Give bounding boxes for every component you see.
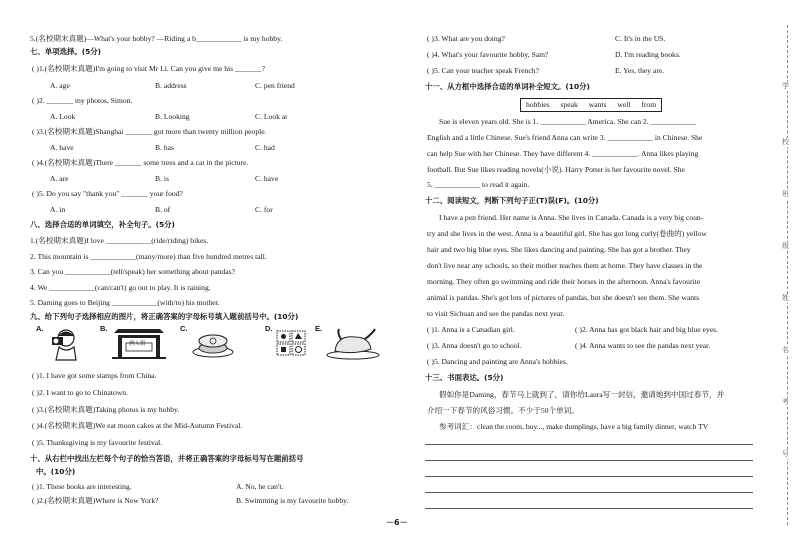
sec10-question: ( )2.(名校期末真题)Where is New York? (32, 496, 159, 505)
picture-label: A. (36, 324, 44, 333)
sec7-q4: ( )4.(名校期末真题)There _______ some trees and a cat in the picture. (32, 158, 249, 167)
option: B. has (155, 143, 174, 152)
tf-item: ( )3. Anna doesn't go to school. (427, 341, 522, 350)
passage-line: Sue is eleven years old. She is 1. ____________ America. She can 2. ____________ (439, 117, 697, 126)
sec10-question: ( )5. Can your teacher speak French? (427, 66, 539, 75)
reading-line: try and she lives in the west. Anna is a beautiful girl. She has got long curly(卷曲的) yellow (427, 229, 707, 238)
picture-label: B. (100, 324, 108, 333)
reading-line: morning. They often go swimming and ride their horses in the afternoon. Anna's favourite (427, 277, 701, 286)
binding-char: 学 (782, 82, 789, 90)
reading-line: animal is pandas. She's got lots of pictures of pandas, but she doesn't see them. She wants (427, 293, 700, 302)
option: A. in (50, 205, 66, 214)
passage-line: 5. ____________ to read it again. (427, 180, 530, 189)
mooncake-icon (190, 325, 236, 361)
picture-row (30, 323, 395, 363)
passage-line: football. But Sue likes reading novels(小说). Harry Potter is her favourite novel. She (427, 165, 685, 174)
binding-char: 名 (782, 346, 789, 354)
binding-char: 号 (782, 450, 789, 458)
chinatown-caption: 唐人街 (129, 341, 146, 347)
sec9-item: ( )1. I have got some stamps from China. (32, 371, 157, 380)
sec10-question: ( )4. What's your favourite hobby, Sam? (427, 50, 549, 59)
picture-label: C. (180, 324, 188, 333)
sec7-q3: ( )3.(名校期末真题)Shanghai _______ got more than twenty million people. (32, 127, 267, 136)
option: C. Look at (255, 112, 288, 121)
section-12-title: 十二、阅读短文，判断下列句子正(T)误(F)。(10分) (425, 196, 599, 205)
option: C. pen friend (255, 81, 295, 90)
word: from (641, 100, 657, 109)
tf-item: ( )4. Anna wants to see the pandas next year. (575, 341, 711, 350)
reading-line: I have a pen friend. Her name is Anna. She lives in Canada. Canada is a very big coun- (439, 213, 704, 222)
tf-item: ( )2. Anna has got black hair and big blue eyes. (575, 325, 718, 334)
option: B. of (155, 205, 171, 214)
q5-line: 5.(名校期末真题)—What's your hobby? —Riding a b____________ is my hobby. (30, 34, 283, 43)
sec10-question: ( )3. What are you doing? (427, 34, 505, 43)
sec8-item: 5. Daming goes to Beijing ____________(with/to) his mother. (30, 298, 220, 307)
writing-line[interactable] (425, 492, 753, 493)
section-11-title: 十一、从方框中选择合适的单词补全短文。(10分) (425, 82, 590, 91)
reading-line: to visit Sichuan and see the pandas next year. (427, 309, 565, 318)
writing-vocab: 参考词汇：clean the room, buy..., make dumplings, have a big family dinner, watch TV (439, 422, 709, 431)
sec7-q2: ( )2. _______ my photos, Simon. (32, 96, 133, 105)
sec10-question: ( )1. These books are interesting. (32, 482, 132, 491)
word: well (617, 100, 631, 109)
stamps-icon (275, 325, 309, 361)
option: B. is (155, 174, 169, 183)
section-9-title: 九、给下列句子选择相应的图片，将正确答案的字母标号填入题前括号中。(10分) (30, 312, 299, 321)
picture-label: D. (265, 324, 273, 333)
section-7-title: 七、单项选择。(5分) (30, 47, 102, 56)
sec7-q1: ( )1.(名校期末真题)I'm going to visit Mr Li. Can you give me his _______? (32, 64, 265, 73)
writing-prompt: 介绍一下春节的风俗习惯。不少于50个单词。 (427, 406, 579, 415)
sec9-item: ( )2. I want to go to Chinatown. (32, 388, 128, 397)
sec9-item: ( )4.(名校期末真题)We eat moon cakes at the Mid-Autumn Festival. (32, 421, 243, 430)
writing-line[interactable] (425, 460, 753, 461)
reading-line: hair and two big blue eyes. She likes dancing and painting. She has got a brother. They (427, 245, 691, 254)
option: C. for (255, 205, 273, 214)
option: C. had (255, 143, 275, 152)
option: A. are (50, 174, 69, 183)
binding-margin (777, 0, 800, 544)
section-10-title: 十、从右栏中找出左栏每个句子的恰当答语，并将正确答案的字母标号写在题前括号 (30, 454, 304, 463)
sec8-item: 2. This mountain is ____________(many/more) than five hundred metres tall. (30, 252, 267, 261)
word-box (520, 98, 662, 112)
binding-char: 考 (782, 398, 789, 406)
sec9-item: ( )5. Thanksgiving is my favourite festival. (32, 438, 163, 447)
option: B. address (155, 81, 187, 90)
sec10-answer: D. I'm reading books. (615, 50, 681, 59)
section-13-title: 十三、书面表达。(5分) (425, 373, 504, 382)
sec8-item: 1.(名校期末真题)I love ____________(ride/riding) bikes. (30, 236, 209, 245)
writing-line[interactable] (425, 476, 753, 477)
tf-item: ( )1. Anna is a Canadian girl. (427, 325, 515, 334)
sec9-item: ( )3.(名校期末真题)Taking photos is my hobby. (32, 405, 180, 414)
option: A. have (50, 143, 74, 152)
writing-line[interactable] (425, 444, 753, 445)
sec10-answer: C. It's in the US. (615, 34, 666, 43)
passage-line: English and a little Chinese. Sue's friend Anna can write 3. ____________ in Chinese. She (427, 133, 703, 142)
option: A. Look (50, 112, 76, 121)
sec8-item: 3. Can you ____________(tell/speak) her something about pandas? (30, 267, 235, 276)
word: hobbies (526, 100, 550, 109)
sec10-answer: A. No, he can't. (236, 482, 284, 491)
binding-char: 级 (782, 242, 789, 250)
section-10-title-cont: 中。(10分) (36, 467, 76, 476)
passage-line: can help Sue with her Chinese. They have different 4. ____________. Anna likes playing (427, 149, 699, 158)
writing-prompt: 假如你是Daming，春节马上就到了，请你给Laura写一封信，邀请她到中国过春节，并 (439, 390, 725, 399)
turkey-dinner-icon (325, 325, 381, 361)
word: speak (560, 100, 578, 109)
sec8-item: 4. We ____________(can/can't) go out to play. It is raining. (30, 283, 211, 292)
binding-char: 班 (782, 190, 789, 198)
tf-item: ( )5. Dancing and painting are Anna's hobbies. (427, 357, 568, 366)
writing-line[interactable] (425, 508, 753, 509)
sec7-q5: ( )5. Do you say "thank you" _______ your food? (32, 189, 183, 198)
binding-char: 校 (782, 138, 789, 146)
word: wants (588, 100, 607, 109)
page-number: －6－ (386, 518, 408, 527)
option: C. have (255, 174, 279, 183)
picture-label: E. (315, 324, 323, 333)
sec10-answer: B. Swimming is my favourite hobby. (236, 496, 349, 505)
binding-char: 姓 (782, 294, 789, 302)
section-8-title: 八、选择合适的单词填空，补全句子。(5分) (30, 220, 175, 229)
option: A. age (50, 81, 70, 90)
sec10-answer: E. Yes, they are. (615, 66, 665, 75)
photographer-icon (46, 325, 82, 361)
option: B. Looking (155, 112, 190, 121)
reading-line: don't live near any schools, so their mother teaches them at home. They have classes in the (427, 261, 703, 270)
